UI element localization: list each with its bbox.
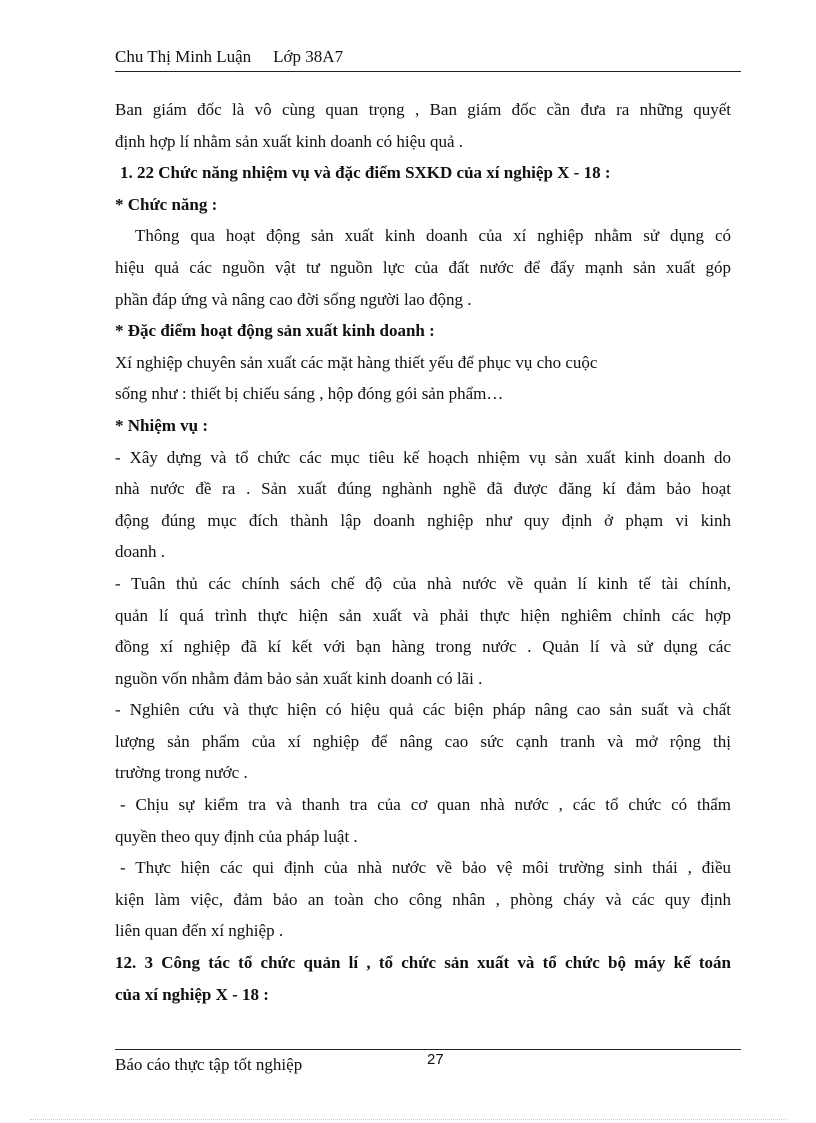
text-line: động đúng mục đích thành lập doanh nghiệp như quy định ở phạm vi kinh bbox=[115, 510, 731, 530]
footer-title: Báo cáo thực tập tốt nghiệp bbox=[115, 1055, 303, 1074]
text-line: liên quan đến xí nghiệp . bbox=[115, 921, 284, 941]
text-line: kiện làm việc, đảm bảo an toàn cho công nhân , phòng cháy và các quy định bbox=[115, 889, 731, 909]
text-line: phần đáp ứng và nâng cao đời sống người lao động . bbox=[115, 289, 472, 309]
text-line: - Chịu sự kiểm tra và thanh tra của cơ quan nhà nước , các tổ chức có thẩm bbox=[120, 795, 731, 815]
body-text bbox=[115, 94, 731, 1010]
text-line: - Thực hiện các qui định của nhà nước về bảo vệ môi trường sinh thái , điều bbox=[120, 858, 731, 878]
heading-line: * Nhiệm vụ : bbox=[115, 415, 209, 435]
text-line: quyền theo quy định của pháp luật . bbox=[115, 826, 358, 846]
text-line: Thông qua hoạt động sản xuất kinh doanh của xí nghiệp nhằm sử dụng có bbox=[135, 226, 731, 246]
text-line: trường trong nước . bbox=[115, 763, 248, 783]
header-rule bbox=[115, 71, 741, 72]
text-line: - Xây dựng và tổ chức các mục tiêu kế hoạch nhiệm vụ sản xuất kinh doanh do bbox=[115, 447, 731, 467]
footer-rule bbox=[115, 1049, 741, 1050]
text-line: hiệu quả các nguồn vật tư nguồn lực của đất nước để đẩy mạnh sản xuất góp bbox=[115, 257, 731, 277]
heading-line: của xí nghiệp X - 18 : bbox=[115, 984, 269, 1004]
text-line: Xí nghiệp chuyên sản xuất các mặt hàng thiết yếu để phục vụ cho cuộc bbox=[115, 352, 598, 372]
text-line: định hợp lí nhằm sản xuất kinh doanh có hiệu quả . bbox=[115, 131, 463, 151]
text-line: sống như : thiết bị chiếu sáng , hộp đóng gói sản phẩm… bbox=[115, 384, 504, 404]
page-edge-divider bbox=[30, 1119, 786, 1120]
heading-line: * Chức năng : bbox=[115, 194, 218, 214]
page-number: 27 bbox=[427, 1051, 444, 1068]
text-line: doanh . bbox=[115, 542, 166, 562]
text-line: đồng xí nghiệp đã kí kết với bạn hàng trong nước . Quản lí và sử dụng các bbox=[115, 637, 731, 657]
text-line: quản lí quá trình thực hiện sản xuất và phải thực hiện nghiêm chỉnh các hợp bbox=[115, 605, 731, 625]
header-class: Lớp 38A7 bbox=[273, 47, 344, 66]
text-line: Ban giám đốc là vô cùng quan trọng , Ban giám đốc cần đưa ra những quyết bbox=[115, 100, 731, 119]
page-header bbox=[115, 47, 343, 67]
text-line: nhà nước đề ra . Sản xuất đúng nghành nghề đã được đăng kí đảm bảo hoạt bbox=[115, 479, 731, 499]
text-line: - Tuân thủ các chính sách chế độ của nhà nước về quản lí kinh tế tài chính, bbox=[115, 573, 731, 593]
text-line: nguồn vốn nhằm đảm bảo sản xuất kinh doanh có lãi . bbox=[115, 668, 483, 688]
text-line: - Nghiên cứu và thực hiện có hiệu quả các biện pháp nâng cao sản suất và chất bbox=[115, 700, 731, 720]
text-line: lượng sản phẩm của xí nghiệp để nâng cao sức cạnh tranh và mở rộng thị bbox=[115, 731, 731, 751]
heading-line: 12. 3 Công tác tổ chức quản lí , tổ chức sản xuất và tổ chức bộ máy kế toán bbox=[115, 953, 731, 973]
heading-line: * Đặc điểm hoạt động sản xuất kinh doanh : bbox=[115, 321, 435, 341]
header-author: Chu Thị Minh Luận bbox=[115, 47, 252, 66]
heading-line: 1. 22 Chức năng nhiệm vụ và đặc điểm SXKD của xí nghiệp X - 18 : bbox=[120, 163, 611, 183]
